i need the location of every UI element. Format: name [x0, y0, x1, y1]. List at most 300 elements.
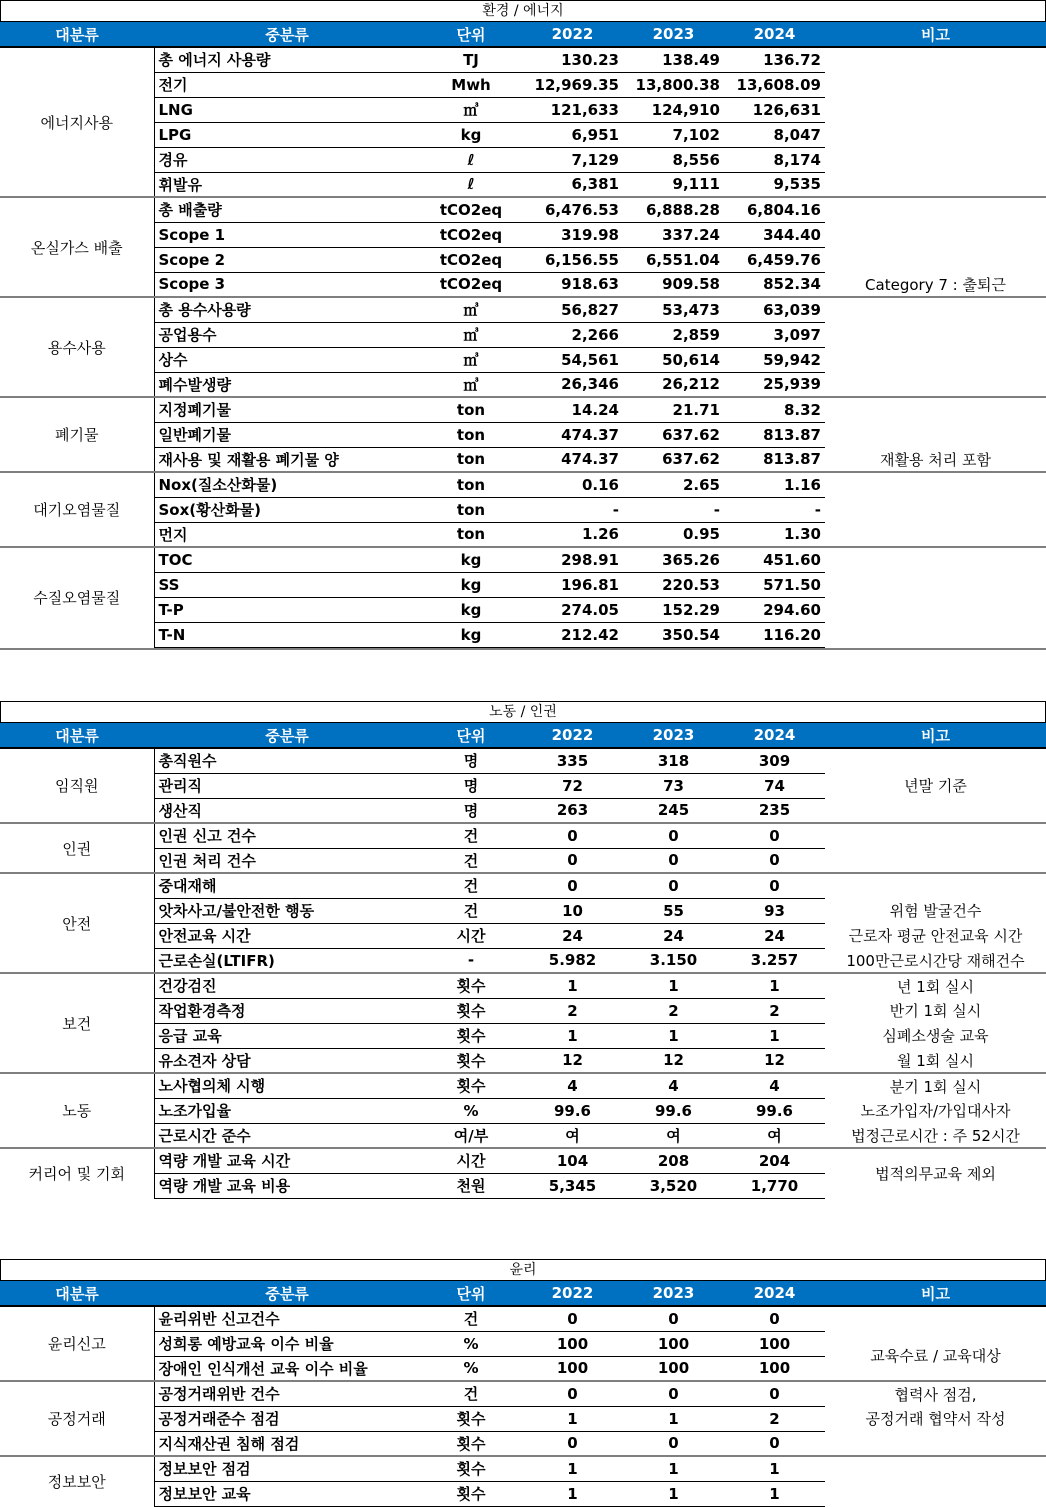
note-cell: 100만근로시간당 재해건수	[846, 951, 1025, 970]
value-cell-2024: 9,535	[724, 172, 825, 197]
unit-cell: ton	[420, 472, 522, 497]
value-cell-2022: 5,345	[522, 1173, 623, 1198]
note-cell: 재활용 처리 포함	[880, 450, 991, 469]
unit-cell: Mwh	[420, 72, 522, 97]
table-row	[0, 97, 1046, 122]
category-cell: 인권	[0, 823, 154, 873]
value-cell-2022: 여	[522, 1123, 623, 1148]
subcategory-cell: Sox(황산화물)	[154, 497, 420, 522]
env-section	[0, 0, 1046, 650]
note-cell	[825, 1481, 1046, 1506]
subcategory-cell: 윤리위반 신고건수	[154, 1306, 420, 1331]
column-header: 2024	[724, 1281, 825, 1306]
value-cell-2023: 0	[623, 823, 724, 848]
value-cell-2022: 474.37	[522, 422, 623, 447]
subcategory-cell: LPG	[154, 122, 420, 147]
value-cell-2023: 100	[623, 1331, 724, 1356]
subcategory-cell: 경유	[154, 147, 420, 172]
value-cell-2022: 72	[522, 773, 623, 798]
value-cell-2024: 136.72	[724, 47, 825, 72]
category-cell: 노동	[0, 1073, 154, 1148]
category-cell: 에너지사용	[0, 47, 154, 197]
column-header: 대분류	[0, 1281, 154, 1306]
subcategory-cell: T-P	[154, 597, 420, 622]
value-cell-2023: 2.65	[623, 472, 724, 497]
value-cell-2024: 344.40	[724, 222, 825, 247]
table-row	[0, 47, 1046, 72]
value-cell-2022: 0	[522, 873, 623, 898]
note-cell	[825, 622, 1046, 647]
value-cell-2023: 208	[623, 1148, 724, 1173]
note-cell	[825, 422, 1046, 447]
value-cell-2023: 318	[623, 748, 724, 773]
value-cell-2022: 263	[522, 798, 623, 823]
value-cell-2023: 55	[623, 898, 724, 923]
note-cell: 년 1회 실시	[825, 973, 1046, 998]
unit-cell: kg	[420, 597, 522, 622]
labor-table	[0, 723, 1046, 1199]
value-cell-2024: 12	[724, 1048, 825, 1073]
ethics-header-row	[0, 1281, 1046, 1306]
unit-cell: tCO2eq	[420, 197, 522, 222]
subcategory-cell: 생산직	[154, 798, 420, 823]
value-cell-2022: 212.42	[522, 622, 623, 647]
value-cell-2023: 3.150	[623, 948, 724, 973]
note-cell	[825, 497, 1046, 522]
value-cell-2024: 813.87	[724, 447, 825, 472]
note-cell: 년말 기준	[825, 748, 1046, 823]
value-cell-2022: 12,969.35	[522, 72, 623, 97]
value-cell-2022: 0.16	[522, 472, 623, 497]
value-cell-2022: 5.982	[522, 948, 623, 973]
column-header: 비고	[825, 723, 1046, 748]
unit-cell: tCO2eq	[420, 222, 522, 247]
table-row	[0, 497, 1046, 522]
note-cell	[825, 522, 1046, 547]
note-cell	[825, 47, 1046, 72]
unit-cell: kg	[420, 547, 522, 572]
note-cell	[825, 1306, 1046, 1331]
value-cell-2024: 0	[724, 1431, 825, 1456]
subcategory-cell: SS	[154, 572, 420, 597]
note-cell	[825, 222, 1046, 247]
value-cell-2023: 337.24	[623, 222, 724, 247]
table-row	[0, 923, 1046, 948]
column-header: 2022	[522, 22, 623, 47]
subcategory-cell: 공정거래준수 점검	[154, 1406, 420, 1431]
category-cell: 커리어 및 기회	[0, 1148, 154, 1198]
column-header: 2023	[623, 723, 724, 748]
table-row	[0, 1331, 1046, 1356]
column-header: 2023	[623, 1281, 724, 1306]
note-cell	[825, 472, 1046, 497]
unit-cell: ㎥	[420, 372, 522, 397]
table-row	[0, 372, 1046, 397]
subcategory-cell: 작업환경측정	[154, 998, 420, 1023]
table-row	[0, 1048, 1046, 1073]
category-cell: 수질오염물질	[0, 547, 154, 647]
subcategory-cell: 정보보안 교육	[154, 1481, 420, 1506]
value-cell-2024: 204	[724, 1148, 825, 1173]
value-cell-2022: 100	[522, 1356, 623, 1381]
note-cell: 법정근로시간 : 주 52시간	[851, 1126, 1020, 1145]
value-cell-2023: 3,520	[623, 1173, 724, 1198]
subcategory-cell: 총직원수	[154, 748, 420, 773]
table-row	[0, 1148, 1046, 1173]
value-cell-2023: 99.6	[623, 1098, 724, 1123]
subcategory-cell: 장애인 인식개선 교육 이수 비율	[154, 1356, 420, 1381]
ethics-section	[0, 1259, 1046, 1507]
value-cell-2023: 50,614	[623, 347, 724, 372]
column-header: 2024	[724, 22, 825, 47]
value-cell-2024: 25,939	[724, 372, 825, 397]
note-cell	[825, 397, 1046, 422]
note-cell: 근로자 평균 안전교육 시간	[848, 927, 1023, 945]
note-cell	[825, 197, 1046, 222]
value-cell-2024: 여	[724, 1123, 825, 1148]
unit-cell: 횟수	[420, 1431, 522, 1456]
unit-cell: 횟수	[420, 1456, 522, 1481]
value-cell-2022: 0	[522, 848, 623, 873]
note-cell	[825, 72, 1046, 97]
value-cell-2024: 6,459.76	[724, 247, 825, 272]
value-cell-2024: 59,942	[724, 347, 825, 372]
unit-cell: 건	[420, 1306, 522, 1331]
value-cell-2023: 9,111	[623, 172, 724, 197]
labor-title: 노동 / 인권	[0, 701, 1046, 723]
subcategory-cell: 총 배출량	[154, 197, 420, 222]
note-cell	[825, 873, 1046, 898]
value-cell-2022: 54,561	[522, 347, 623, 372]
labor-header-row	[0, 723, 1046, 748]
table-row	[0, 823, 1046, 848]
table-row	[0, 998, 1046, 1023]
unit-cell: 명	[420, 748, 522, 773]
value-cell-2024: 126,631	[724, 97, 825, 122]
value-cell-2023: 0	[623, 1306, 724, 1331]
value-cell-2024: 1	[724, 1481, 825, 1506]
unit-cell: 횟수	[420, 998, 522, 1023]
value-cell-2023: 220.53	[623, 572, 724, 597]
note-cell	[825, 572, 1046, 597]
value-cell-2023: 24	[623, 923, 724, 948]
value-cell-2022: 14.24	[522, 397, 623, 422]
value-cell-2024: 4	[724, 1073, 825, 1098]
value-cell-2022: 130.23	[522, 47, 623, 72]
subcategory-cell: 일반폐기물	[154, 422, 420, 447]
subcategory-cell: 재사용 및 재활용 폐기물 양	[154, 447, 420, 472]
subcategory-cell: Scope 1	[154, 222, 420, 247]
value-cell-2023: 124,910	[623, 97, 724, 122]
value-cell-2023: 73	[623, 773, 724, 798]
note-cell: 월 1회 실시	[896, 1051, 975, 1070]
note-cell: 법적의무교육 제외	[825, 1148, 1046, 1198]
table-row	[0, 447, 1046, 472]
table-row	[0, 297, 1046, 322]
unit-cell: 횟수	[420, 1023, 522, 1048]
unit-cell: kg	[420, 572, 522, 597]
unit-cell: 건	[420, 898, 522, 923]
value-cell-2022: 2,266	[522, 322, 623, 347]
note-cell: Category 7 : 출퇴근	[865, 275, 1006, 294]
unit-cell: 횟수	[420, 1406, 522, 1431]
value-cell-2024: 3.257	[724, 948, 825, 973]
value-cell-2024: 813.87	[724, 422, 825, 447]
note-cell	[825, 97, 1046, 122]
value-cell-2022: 1	[522, 1406, 623, 1431]
value-cell-2022: 99.6	[522, 1098, 623, 1123]
subcategory-cell: TOC	[154, 547, 420, 572]
category-cell: 공정거래	[0, 1381, 154, 1456]
column-header: 단위	[420, 22, 522, 47]
subcategory-cell: 응급 교육	[154, 1023, 420, 1048]
labor-section	[0, 701, 1046, 1199]
value-cell-2022: 0	[522, 1306, 623, 1331]
value-cell-2022: 298.91	[522, 547, 623, 572]
value-cell-2022: 104	[522, 1148, 623, 1173]
table-row	[0, 1456, 1046, 1481]
value-cell-2023: 1	[623, 1456, 724, 1481]
subcategory-cell: 건강검진	[154, 973, 420, 998]
column-header: 2023	[623, 22, 724, 47]
value-cell-2024: 99.6	[724, 1098, 825, 1123]
note-cell	[825, 848, 1046, 873]
value-cell-2023: 6,551.04	[623, 247, 724, 272]
table-row	[0, 848, 1046, 873]
subcategory-cell: 총 에너지 사용량	[154, 47, 420, 72]
value-cell-2024: 100	[724, 1331, 825, 1356]
table-row	[0, 948, 1046, 973]
value-cell-2022: 24	[522, 923, 623, 948]
table-row	[0, 72, 1046, 97]
category-cell: 보건	[0, 973, 154, 1073]
unit-cell: ton	[420, 522, 522, 547]
subcategory-cell: 공정거래위반 건수	[154, 1381, 420, 1406]
note-cell	[825, 247, 1046, 272]
note-cell	[825, 597, 1046, 622]
unit-cell: 건	[420, 1381, 522, 1406]
value-cell-2023: 1	[623, 1481, 724, 1506]
value-cell-2024: -	[724, 497, 825, 522]
value-cell-2022: 918.63	[522, 272, 623, 297]
value-cell-2023: 여	[623, 1123, 724, 1148]
value-cell-2023: 7,102	[623, 122, 724, 147]
unit-cell: 횟수	[420, 1481, 522, 1506]
value-cell-2022: 319.98	[522, 222, 623, 247]
unit-cell: -	[420, 948, 522, 973]
value-cell-2022: 0	[522, 1381, 623, 1406]
value-cell-2022: 1	[522, 1456, 623, 1481]
value-cell-2022: 1.26	[522, 522, 623, 547]
unit-cell: 시간	[420, 1148, 522, 1173]
unit-cell: 횟수	[420, 1048, 522, 1073]
value-cell-2024: 0	[724, 873, 825, 898]
value-cell-2024: 93	[724, 898, 825, 923]
value-cell-2024: 8.32	[724, 397, 825, 422]
subcategory-cell: 지정폐기물	[154, 397, 420, 422]
unit-cell: ㎥	[420, 297, 522, 322]
value-cell-2022: 4	[522, 1073, 623, 1098]
value-cell-2022: 6,951	[522, 122, 623, 147]
table-row	[0, 1073, 1046, 1098]
category-cell: 임직원	[0, 748, 154, 823]
unit-cell: kg	[420, 122, 522, 147]
table-row	[0, 122, 1046, 147]
value-cell-2023: 637.62	[623, 422, 724, 447]
unit-cell: 건	[420, 823, 522, 848]
note-cell	[825, 347, 1046, 372]
value-cell-2024: 294.60	[724, 597, 825, 622]
category-cell: 윤리신고	[0, 1306, 154, 1381]
value-cell-2023: 1	[623, 1406, 724, 1431]
subcategory-cell: 중대재해	[154, 873, 420, 898]
note-cell: 심폐소생술 교육	[882, 1027, 989, 1045]
unit-cell: ㎥	[420, 97, 522, 122]
subcategory-cell: 관리직	[154, 773, 420, 798]
value-cell-2023: 1	[623, 973, 724, 998]
value-cell-2023: 138.49	[623, 47, 724, 72]
value-cell-2024: 0	[724, 848, 825, 873]
unit-cell: 천원	[420, 1173, 522, 1198]
unit-cell: ton	[420, 497, 522, 522]
table-row	[0, 322, 1046, 347]
unit-cell: TJ	[420, 47, 522, 72]
column-header: 대분류	[0, 22, 154, 47]
category-cell: 용수사용	[0, 297, 154, 397]
note-cell: 교육수료 / 교육대상	[870, 1346, 1001, 1365]
table-row	[0, 1023, 1046, 1048]
value-cell-2024: 2	[724, 1406, 825, 1431]
table-row	[0, 1306, 1046, 1331]
value-cell-2022: 0	[522, 823, 623, 848]
subcategory-cell: 성희롱 예방교육 이수 비율	[154, 1331, 420, 1356]
subcategory-cell: 전기	[154, 72, 420, 97]
unit-cell: 건	[420, 873, 522, 898]
value-cell-2022: 7,129	[522, 147, 623, 172]
value-cell-2023: 4	[623, 1073, 724, 1098]
category-cell: 폐기물	[0, 397, 154, 472]
subcategory-cell: 지식재산권 침해 점검	[154, 1431, 420, 1456]
subcategory-cell: 폐수발생량	[154, 372, 420, 397]
table-row	[0, 472, 1046, 497]
value-cell-2023: 26,212	[623, 372, 724, 397]
env-header-row	[0, 22, 1046, 47]
value-cell-2023: 350.54	[623, 622, 724, 647]
value-cell-2023: 909.58	[623, 272, 724, 297]
subcategory-cell: 총 용수사용량	[154, 297, 420, 322]
column-header: 2022	[522, 1281, 623, 1306]
value-cell-2024: 1.30	[724, 522, 825, 547]
unit-cell: ton	[420, 447, 522, 472]
value-cell-2022: 1	[522, 1481, 623, 1506]
subcategory-cell: 공업용수	[154, 322, 420, 347]
column-header: 단위	[420, 723, 522, 748]
value-cell-2024: 63,039	[724, 297, 825, 322]
subcategory-cell: Scope 3	[154, 272, 420, 297]
value-cell-2022: 0	[522, 1431, 623, 1456]
unit-cell: tCO2eq	[420, 247, 522, 272]
unit-cell: ㎥	[420, 322, 522, 347]
value-cell-2023: 0	[623, 1431, 724, 1456]
note-cell: 노조가입자/가입대사자	[860, 1102, 1011, 1120]
value-cell-2024: 0	[724, 1381, 825, 1406]
subcategory-cell: 노조가입율	[154, 1098, 420, 1123]
subcategory-cell: 노사협의체 시행	[154, 1073, 420, 1098]
value-cell-2022: 56,827	[522, 297, 623, 322]
value-cell-2022: 1	[522, 1023, 623, 1048]
value-cell-2023: 0	[623, 1381, 724, 1406]
table-row	[0, 597, 1046, 622]
value-cell-2024: 8,174	[724, 147, 825, 172]
value-cell-2022: 196.81	[522, 572, 623, 597]
table-row	[0, 1123, 1046, 1148]
table-row	[0, 1098, 1046, 1123]
unit-cell: tCO2eq	[420, 272, 522, 297]
value-cell-2023: 8,556	[623, 147, 724, 172]
value-cell-2023: 6,888.28	[623, 197, 724, 222]
note-cell	[825, 1431, 1046, 1456]
value-cell-2024: 1,770	[724, 1173, 825, 1198]
subcategory-cell: Scope 2	[154, 247, 420, 272]
category-cell: 온실가스 배출	[0, 197, 154, 297]
category-cell: 정보보안	[0, 1456, 154, 1506]
subcategory-cell: 인권 신고 건수	[154, 823, 420, 848]
unit-cell: 횟수	[420, 1073, 522, 1098]
table-row	[0, 347, 1046, 372]
env-table	[0, 22, 1046, 648]
value-cell-2024: 0	[724, 823, 825, 848]
table-row	[0, 522, 1046, 547]
unit-cell: ㎥	[420, 347, 522, 372]
unit-cell: ℓ	[420, 172, 522, 197]
table-row	[0, 1381, 1046, 1406]
subcategory-cell: T-N	[154, 622, 420, 647]
value-cell-2024: 2	[724, 998, 825, 1023]
value-cell-2024: 852.34	[724, 272, 825, 297]
value-cell-2023: 13,800.38	[623, 72, 724, 97]
table-row	[0, 422, 1046, 447]
subcategory-cell: 역량 개발 교육 비용	[154, 1173, 420, 1198]
value-cell-2022: 335	[522, 748, 623, 773]
value-cell-2024: 24	[724, 923, 825, 948]
value-cell-2023: -	[623, 497, 724, 522]
subcategory-cell: 역량 개발 교육 시간	[154, 1148, 420, 1173]
column-header: 2022	[522, 723, 623, 748]
value-cell-2022: 10	[522, 898, 623, 923]
value-cell-2023: 0.95	[623, 522, 724, 547]
value-cell-2023: 100	[623, 1356, 724, 1381]
note-cell	[825, 172, 1046, 197]
note-cell	[825, 1456, 1046, 1481]
value-cell-2024: 1	[724, 1023, 825, 1048]
note-cell	[825, 122, 1046, 147]
category-cell: 대기오염물질	[0, 472, 154, 547]
note-cell: 위험 발굴건수	[889, 902, 982, 920]
table-row	[0, 748, 1046, 773]
value-cell-2024: 1	[724, 973, 825, 998]
subcategory-cell: 유소견자 상담	[154, 1048, 420, 1073]
value-cell-2024: 116.20	[724, 622, 825, 647]
subcategory-cell: 먼지	[154, 522, 420, 547]
value-cell-2024: 235	[724, 798, 825, 823]
subcategory-cell: LNG	[154, 97, 420, 122]
note-cell	[825, 823, 1046, 848]
value-cell-2022: 474.37	[522, 447, 623, 472]
subcategory-cell: 상수	[154, 347, 420, 372]
unit-cell: ton	[420, 397, 522, 422]
column-header: 단위	[420, 1281, 522, 1306]
table-row	[0, 622, 1046, 647]
